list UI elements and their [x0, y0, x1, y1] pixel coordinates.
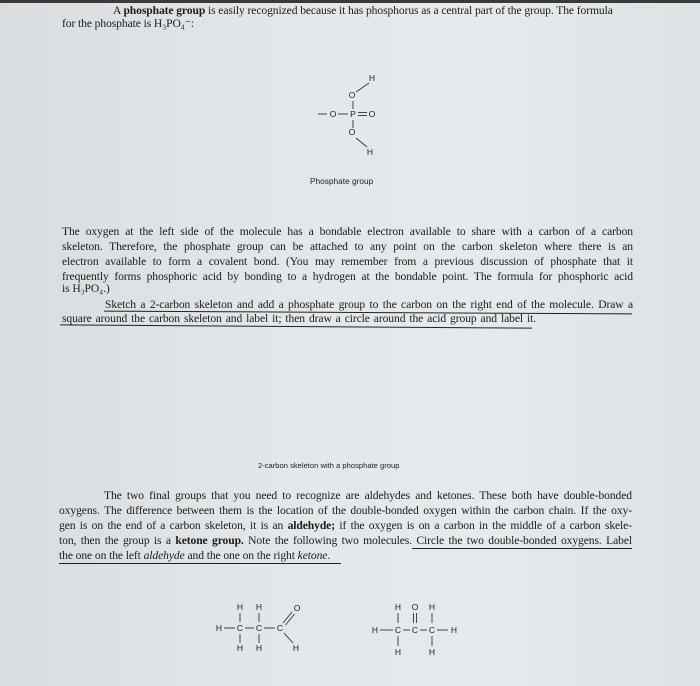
text: the one on the left [59, 549, 144, 562]
atom-h: H [236, 643, 244, 653]
paragraph-line: skeleton. Therefore, the phosphate group can be attached to any point on the carbon skeleton where there is an [62, 240, 633, 253]
intro-line-2: for the phosphate is H₃PO₄⁻: [62, 17, 194, 30]
section-caption: 2-carbon skeleton with a phosphate group [258, 461, 400, 470]
atom-c: C [236, 623, 244, 633]
atom-p: P [350, 109, 356, 119]
atom-h: H [215, 623, 223, 633]
text: . [327, 549, 331, 562]
atom-c: C [276, 623, 284, 633]
instruction-line: Sketch a 2-carbon skeleton and add a phosphate group to the carbon on the right end of the molecule. Draw a [105, 298, 633, 311]
text: is easily recognized because it has phosphorus as a central part of the group. The formula [205, 4, 613, 17]
term-ketone-group: ketone group. [175, 534, 244, 547]
atom-h: H [292, 643, 300, 653]
atom-c: C [255, 623, 263, 633]
atom-h: H [236, 602, 244, 612]
term-ketone-italic: ketone [297, 549, 328, 562]
atom-h: H [255, 602, 263, 612]
term-aldehyde-italic: aldehyde [143, 549, 185, 562]
atom-o: O [329, 109, 337, 119]
atom-h: H [428, 647, 436, 657]
term-phosphate-group: phosphate group [123, 4, 206, 17]
phosphate-group-caption: Phosphate group [310, 176, 374, 186]
text: if the oxygen is on a carbon in the middle of a carbon skele- [334, 519, 632, 532]
atom-o: O [411, 602, 419, 612]
text: Note the following two molecules. Circle the two double-bonded oxygens. Label [243, 534, 632, 547]
atom-h: H [366, 147, 374, 157]
text: gen is on the end of a carbon skeleton, it is an [59, 519, 288, 532]
paragraph-line: The oxygen at the left side of the molecule has a bondable electron available to share with a carbon of a carbon [62, 225, 633, 238]
instruction-line: square around the carbon skeleton and label it; then draw a circle around the acid group and label it. [62, 312, 536, 325]
atom-c: C [394, 625, 402, 635]
atom-h: H [371, 625, 379, 635]
atom-h: H [450, 625, 458, 635]
atom-h: H [255, 643, 263, 653]
text: and the one on the right [184, 549, 298, 562]
paragraph-line: is H₃PO₄.) [62, 282, 110, 295]
text: A [113, 4, 124, 17]
atom-h: H [428, 602, 436, 612]
atom-o: O [348, 127, 356, 137]
text: ton, then the group is a [59, 534, 176, 547]
term-aldehyde: aldehyde; [287, 519, 335, 532]
atom-h: H [368, 73, 376, 83]
paragraph-line: The two final groups that you need to recognize are aldehydes and ketones. These both have double-bonded [104, 489, 632, 502]
atom-c: C [428, 625, 436, 635]
paragraph-line: frequently forms phosphoric acid by bonding to a hydrogen at the bondable point. The formula for phosphoric acid [62, 270, 633, 283]
paragraph-line: oxygens. The difference between them is the location of the double-bonded oxygen within the carbon chain. If the oxy- [59, 504, 632, 517]
atom-o: O [368, 109, 376, 119]
atom-h: H [394, 602, 402, 612]
atom-o: O [348, 90, 356, 100]
atom-c: C [411, 625, 419, 635]
atom-h: H [394, 647, 402, 657]
paragraph-line: electron available to form a covalent bond. (You may remember from a previous discussion of phosphate that it [62, 255, 633, 268]
atom-o: O [293, 603, 301, 613]
